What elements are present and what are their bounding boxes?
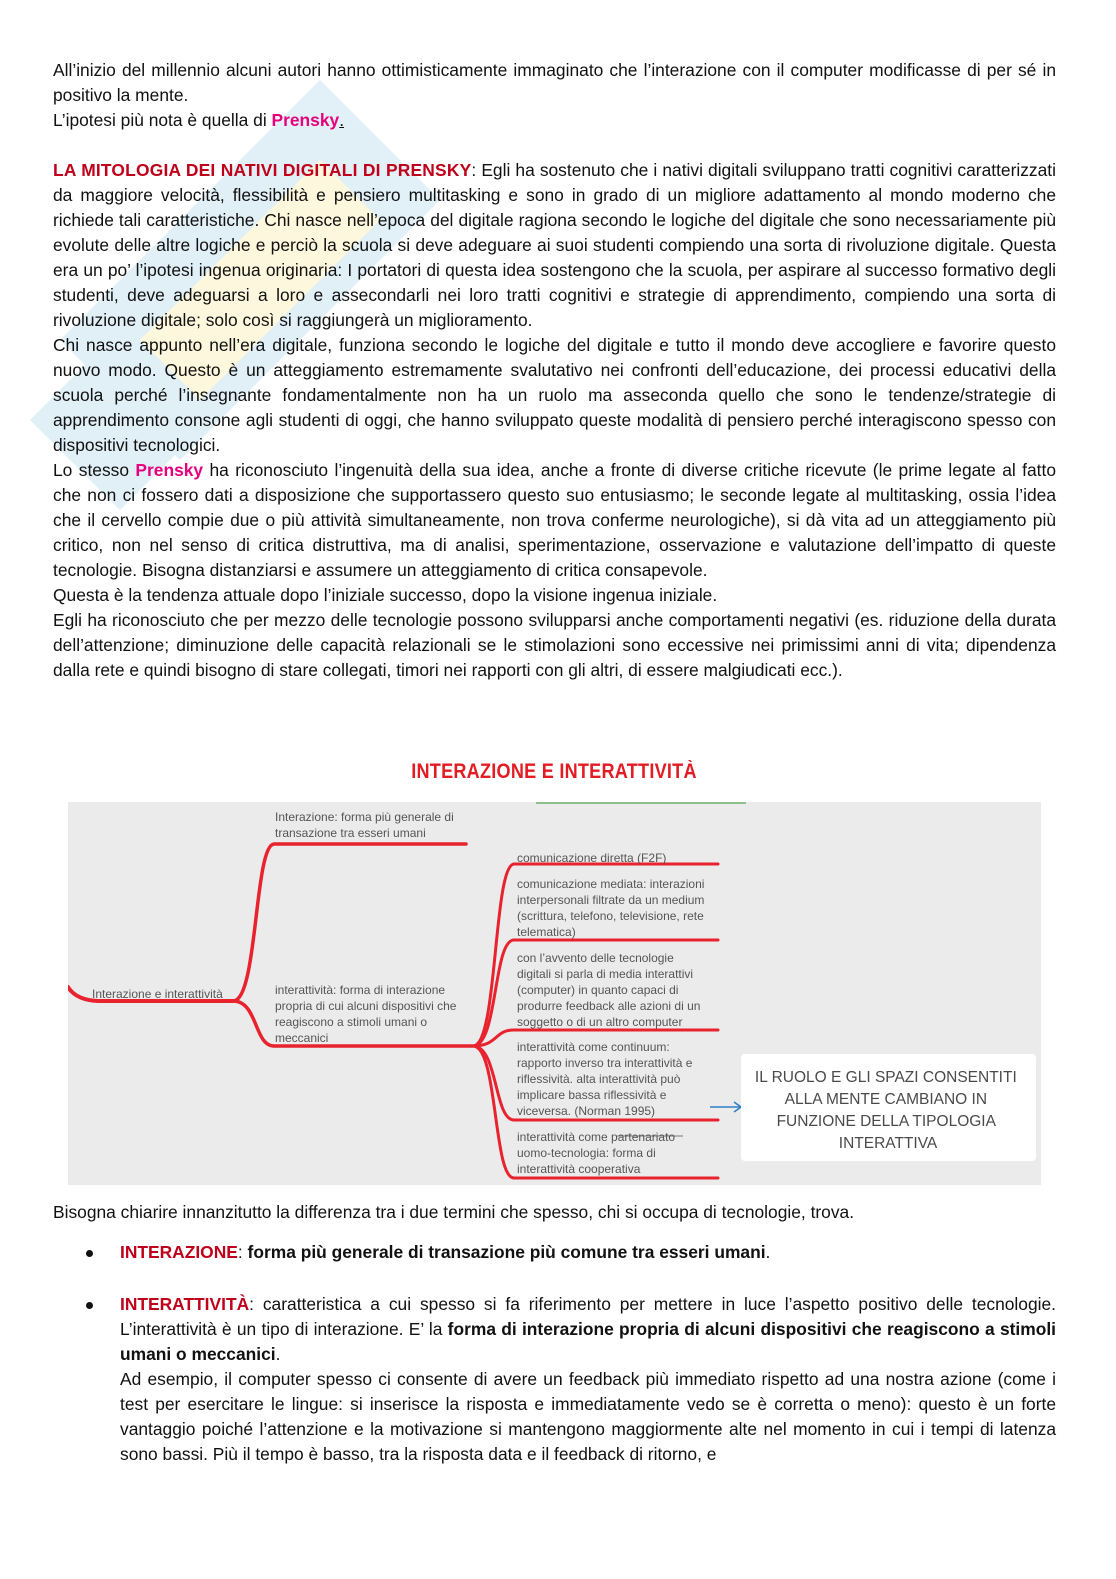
- mindmap-line: implicare bassa riflessività e: [517, 1088, 667, 1102]
- p3-rest: ha riconosciuto l’ingenuità della sua idea, anche a fronte di diverse critiche ricevute (le prime legate al fatto che non ci fossero dati a disposizione che supportassero questo suo entusiasmo; le seconde legate al multitasking, ossia l’idea che il cervello compie due o più attività simultaneamente, non trova conferme neurologiche), si dà vita ad un atteggiamento più critico, non nel senso di critica distruttiva, ma di analisi, sperimentazione, osservazione e valutazione dell’impatto di queste tecnologie. Bisogna distanziarsi e assumere un atteggiamento di critica consapevole.: [53, 460, 1056, 580]
- mind-map-diagram: [68, 802, 1041, 1185]
- intro-line: All’inizio del millennio alcuni autori hanno ottimisticamente immaginato che l’interazione con il computer modificasse di per sé in positivo la mente.: [53, 60, 1056, 105]
- mindmap-line: telematica): [517, 925, 576, 939]
- terms-intro: Bisogna chiarire innanzitutto la differenza tra i due termini che spesso, chi si occupa di tecnologie, trova.: [53, 1202, 855, 1222]
- mindmap-line: riflessività. alta interattività può: [517, 1072, 681, 1086]
- mindmap-leaf-tecnologie: [517, 951, 704, 1029]
- term-text: caratteristica a cui spesso si fa riferimento per mettere in luce l’aspetto positivo delle tecnologie. L’interattività è un tipo di interazione. E’ la: [120, 1294, 1056, 1339]
- mindmap-line: interattività come continuum:: [517, 1040, 670, 1054]
- mitologia-heading: LA MITOLOGIA DEI NATIVI DIGITALI DI PRENSKY: [53, 160, 472, 180]
- term-label: INTERAZIONE: [120, 1242, 238, 1262]
- term-colon: :: [249, 1294, 263, 1314]
- mitologia-paragraph-3: [53, 458, 1056, 583]
- mindmap-line: digitali si parla di media interattivi: [517, 967, 694, 981]
- mindmap-line: interattività come partenariato: [517, 1130, 676, 1144]
- mindmap-line: transazione tra esseri umani: [275, 826, 426, 840]
- mindmap-root: [92, 987, 223, 1001]
- mindmap-line: (computer) in quanto capaci di: [517, 983, 679, 997]
- section-title: INTERAZIONE E INTERATTIVITÀ: [411, 760, 697, 783]
- term-colon: :: [237, 1242, 248, 1262]
- mitologia-paragraph: [53, 158, 1056, 333]
- mindmap-line: interattività cooperativa: [517, 1162, 641, 1176]
- prensky-name: Prensky: [271, 110, 340, 130]
- mindmap-line: (scrittura, telefono, televisione, rete: [517, 909, 704, 923]
- mitologia-body: : Egli ha sostenuto che i nativi digitali sviluppano tratti cognitivi caratterizzati da maggiore velocità, flessibilità e pensiero multitasking e sono in grado di un migliore adattamento al mondo moderno che richiede tali caratteristiche. Chi nasce nell’epoca del digitale ragiona secondo le logiche del digitale che sono necessariamente più evolute delle altre logiche e perciò la scuola si deve adeguare ai suoi studenti compiendo una sorta di rivoluzione digitale. Questa era un po’ l’ipotesi ingenua originaria: I portatori di questa idea sostengono che la scuola, per aspirare al successo formativo degli studenti, deve adeguarsi a loro e assecondarli nei loro tratti cognitivi e strategie di apprendimento, compiendo una sorta di rivoluzione digitale; solo così si raggiungerà un miglioramento.: [53, 160, 1056, 330]
- mindmap-line: INTERATTIVA: [838, 1135, 938, 1152]
- intro-paragraph: [53, 58, 1056, 133]
- mindmap-leaf-f2f: [517, 851, 666, 865]
- definitions-list: [53, 1240, 1056, 1467]
- mindmap-root-label: Interazione e interattività: [92, 987, 223, 1001]
- bullet-icon: [86, 1302, 93, 1309]
- mindmap-line: viceversa. (Norman 1995): [517, 1104, 656, 1118]
- mindmap-line: interattività: forma di interazione: [275, 983, 446, 997]
- bullet-icon: [86, 1250, 93, 1257]
- mindmap-line: ALLA MENTE CAMBIANO IN: [784, 1091, 988, 1108]
- mindmap-line: con l’avvento delle tecnologie: [517, 951, 674, 965]
- mitologia-paragraph-4: Questa è la tendenza attuale dopo l’iniziale successo, dopo la visione ingenua iniziale.: [53, 585, 718, 605]
- term-definition: forma di interazione propria di alcuni dispositivi che reagiscono a stimoli umani o meccanici: [120, 1319, 1057, 1364]
- mindmap-line: propria di cui alcuni dispositivi che: [275, 999, 457, 1013]
- term-label: INTERATTIVITÀ: [120, 1294, 250, 1314]
- mitologia-paragraph-5: Egli ha riconosciuto che per mezzo delle tecnologie possono svilupparsi anche comportamenti negativi (es. riduzione della durata dell’attenzione; diminuzione delle capacità relazionali se le stimolazioni sono eccessive nei primissimi anni di vita; dipendenza dalla rete e quindi bisogno di stare collegati, timori nei rapporti con gli altri, di essere malgiudicati ecc.).: [53, 610, 1056, 680]
- mindmap-line: soggetto o di un altro computer: [517, 1015, 683, 1029]
- mindmap-line: comunicazione mediata: interazioni: [517, 877, 705, 891]
- mindmap-line: Interazione: forma più generale di: [275, 810, 454, 824]
- mitologia-section: [53, 158, 1056, 683]
- mitologia-paragraph-2: Chi nasce appunto nell’era digitale, funziona secondo le logiche del digitale e tutto il mondo deve accogliere e favorire questo nuovo modo. Questo è un atteggiamento estremamente svalutativo nei confronti dell’educazione, dei processi educativi della scuola perché l’insegnante fondamentalmente non ha un ruolo ma asseconda quello che sono le tendenze/strategie di apprendimento consone agli studenti di oggi, che hanno sviluppato queste modalità di pensiero perché interagiscono spesso con dispositivi tecnologici.: [53, 335, 1056, 455]
- mindmap-line: comunicazione diretta (F2F): [517, 851, 667, 865]
- mindmap-line: rapporto inverso tra interattività e: [517, 1056, 693, 1070]
- p3-start: Lo stesso: [53, 460, 136, 480]
- mindmap-line: meccanici: [275, 1031, 329, 1045]
- list-item: [53, 1240, 1056, 1265]
- mindmap-line: reagiscono a stimoli umani o: [275, 1015, 428, 1029]
- term-end: .: [275, 1344, 281, 1364]
- prensky-name-2: Prensky: [135, 460, 204, 480]
- mindmap-line: interpersonali filtrate da un medium: [517, 893, 705, 907]
- list-item: [53, 1292, 1056, 1467]
- mindmap-line: produrre feedback alle azioni di un: [517, 999, 701, 1013]
- intro-hypothesis-text: L’ipotesi più nota è quella di: [53, 110, 272, 130]
- intro-hypothesis-end: .: [339, 110, 345, 130]
- intro-hypothesis: [53, 108, 1056, 133]
- mindmap-line: uomo-tecnologia: forma di: [517, 1146, 656, 1160]
- example-paragraph: Ad esempio, il computer spesso ci consente di avere un feedback più immediato rispetto ad una nostra azione (come i test per esercitare le lingue: si inserisce la risposta e immediatamente vedo se è corretta o meno): questo è un forte vantaggio poiché l’attenzione e la motivazione si mantengono maggiormente alte nel momento in cui i tempi di latenza sono bassi. Più il tempo è basso, tra la risposta data e il feedback di ritorno, e: [120, 1369, 1056, 1464]
- term-definition: forma più generale di transazione più comune tra esseri umani: [247, 1242, 766, 1262]
- term-end: .: [765, 1242, 771, 1262]
- mindmap-line: IL RUOLO E GLI SPAZI CONSENTITI: [754, 1069, 1017, 1086]
- mindmap-line: FUNZIONE DELLA TIPOLOGIA: [776, 1113, 996, 1130]
